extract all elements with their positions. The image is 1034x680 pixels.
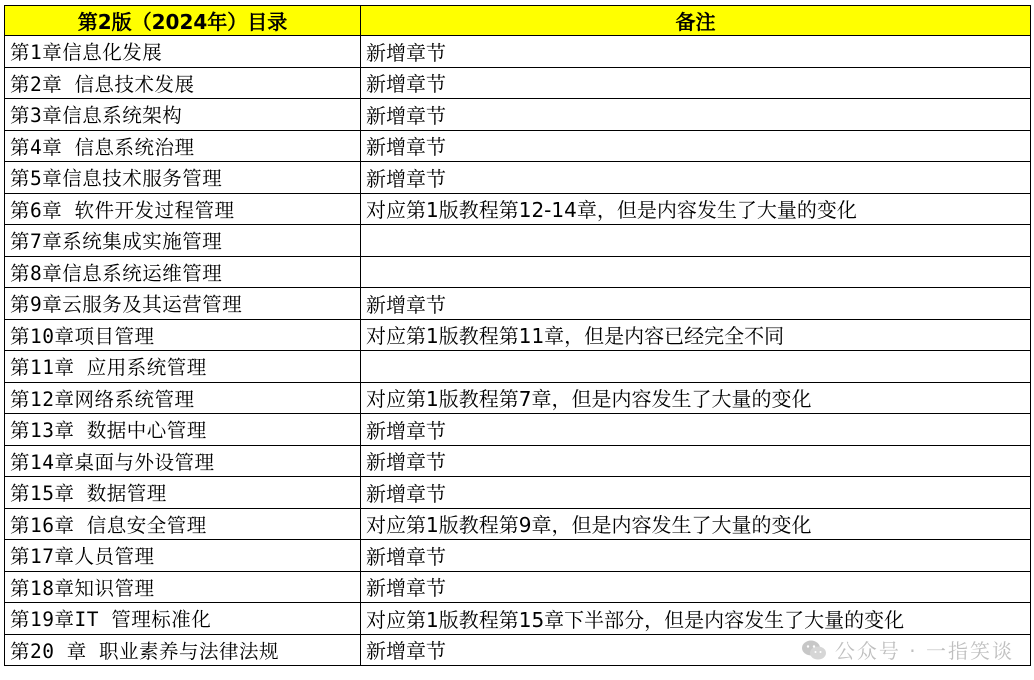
chapter-cell[interactable]: 第13章 数据中心管理 [5,414,361,446]
chapter-cell[interactable]: 第18章知识管理 [5,571,361,603]
table-row [5,36,1031,68]
note-cell[interactable]: 新增章节 [361,99,1031,131]
chapter-cell[interactable]: 第17章人员管理 [5,540,361,572]
note-cell[interactable]: 新增章节 [361,162,1031,194]
table-row [5,382,1031,414]
chapter-cell[interactable]: 第9章云服务及其运营管理 [5,288,361,320]
note-cell[interactable]: 对应第1版教程第12-14章，但是内容发生了大量的变化 [361,193,1031,225]
table-row [5,634,1031,666]
chapter-cell[interactable]: 第5章信息技术服务管理 [5,162,361,194]
chapter-cell[interactable]: 第2章 信息技术发展 [5,67,361,99]
table-row [5,99,1031,131]
note-cell[interactable]: 新增章节 [361,477,1031,509]
chapter-cell[interactable]: 第11章 应用系统管理 [5,351,361,383]
note-cell[interactable]: 新增章节 [361,414,1031,446]
table-row [5,540,1031,572]
table-row [5,477,1031,509]
note-cell[interactable] [361,256,1031,288]
table-row [5,225,1031,257]
note-cell[interactable]: 对应第1版教程第15章下半部分，但是内容发生了大量的变化 [361,603,1031,635]
note-cell[interactable]: 新增章节 [361,540,1031,572]
table-row [5,508,1031,540]
note-cell[interactable]: 新增章节 [361,288,1031,320]
note-cell[interactable]: 新增章节 [361,130,1031,162]
note-cell[interactable] [361,351,1031,383]
header-notes[interactable]: 备注 [361,6,1031,36]
chapter-cell[interactable]: 第19章IT 管理标准化 [5,603,361,635]
table-body [5,36,1031,666]
table-row [5,603,1031,635]
chapter-cell[interactable]: 第16章 信息安全管理 [5,508,361,540]
chapter-cell[interactable]: 第7章系统集成实施管理 [5,225,361,257]
note-cell[interactable]: 对应第1版教程第11章，但是内容已经完全不同 [361,319,1031,351]
table-row [5,414,1031,446]
chapter-cell[interactable]: 第1章信息化发展 [5,36,361,68]
note-cell[interactable] [361,225,1031,257]
table-row [5,193,1031,225]
chapter-cell[interactable]: 第15章 数据管理 [5,477,361,509]
table-row [5,445,1031,477]
chapter-cell[interactable]: 第6章 软件开发过程管理 [5,193,361,225]
header-row [5,6,1031,36]
header-catalog[interactable]: 第2版（2024年）目录 [5,6,361,36]
table-row [5,571,1031,603]
chapter-cell[interactable]: 第14章桌面与外设管理 [5,445,361,477]
table-row [5,162,1031,194]
note-cell[interactable]: 新增章节 [361,571,1031,603]
note-cell[interactable]: 新增章节 [361,634,1031,666]
note-cell[interactable]: 新增章节 [361,36,1031,68]
chapter-cell[interactable]: 第3章信息系统架构 [5,99,361,131]
note-cell[interactable]: 对应第1版教程第7章，但是内容发生了大量的变化 [361,382,1031,414]
table-row [5,67,1031,99]
chapter-cell[interactable]: 第10章项目管理 [5,319,361,351]
note-cell[interactable]: 对应第1版教程第9章，但是内容发生了大量的变化 [361,508,1031,540]
note-cell[interactable]: 新增章节 [361,445,1031,477]
chapter-cell[interactable]: 第20 章 职业素养与法律法规 [5,634,361,666]
table-row [5,130,1031,162]
chapter-cell[interactable]: 第8章信息系统运维管理 [5,256,361,288]
watermark-text: 公众号 · 一指笑谈 [834,639,1014,663]
table-row [5,256,1031,288]
chapter-cell[interactable]: 第12章网络系统管理 [5,382,361,414]
chapter-table [4,5,1031,666]
table-row [5,319,1031,351]
table-row [5,351,1031,383]
chapter-cell[interactable]: 第4章 信息系统治理 [5,130,361,162]
table-row [5,288,1031,320]
note-cell[interactable]: 新增章节 [361,67,1031,99]
